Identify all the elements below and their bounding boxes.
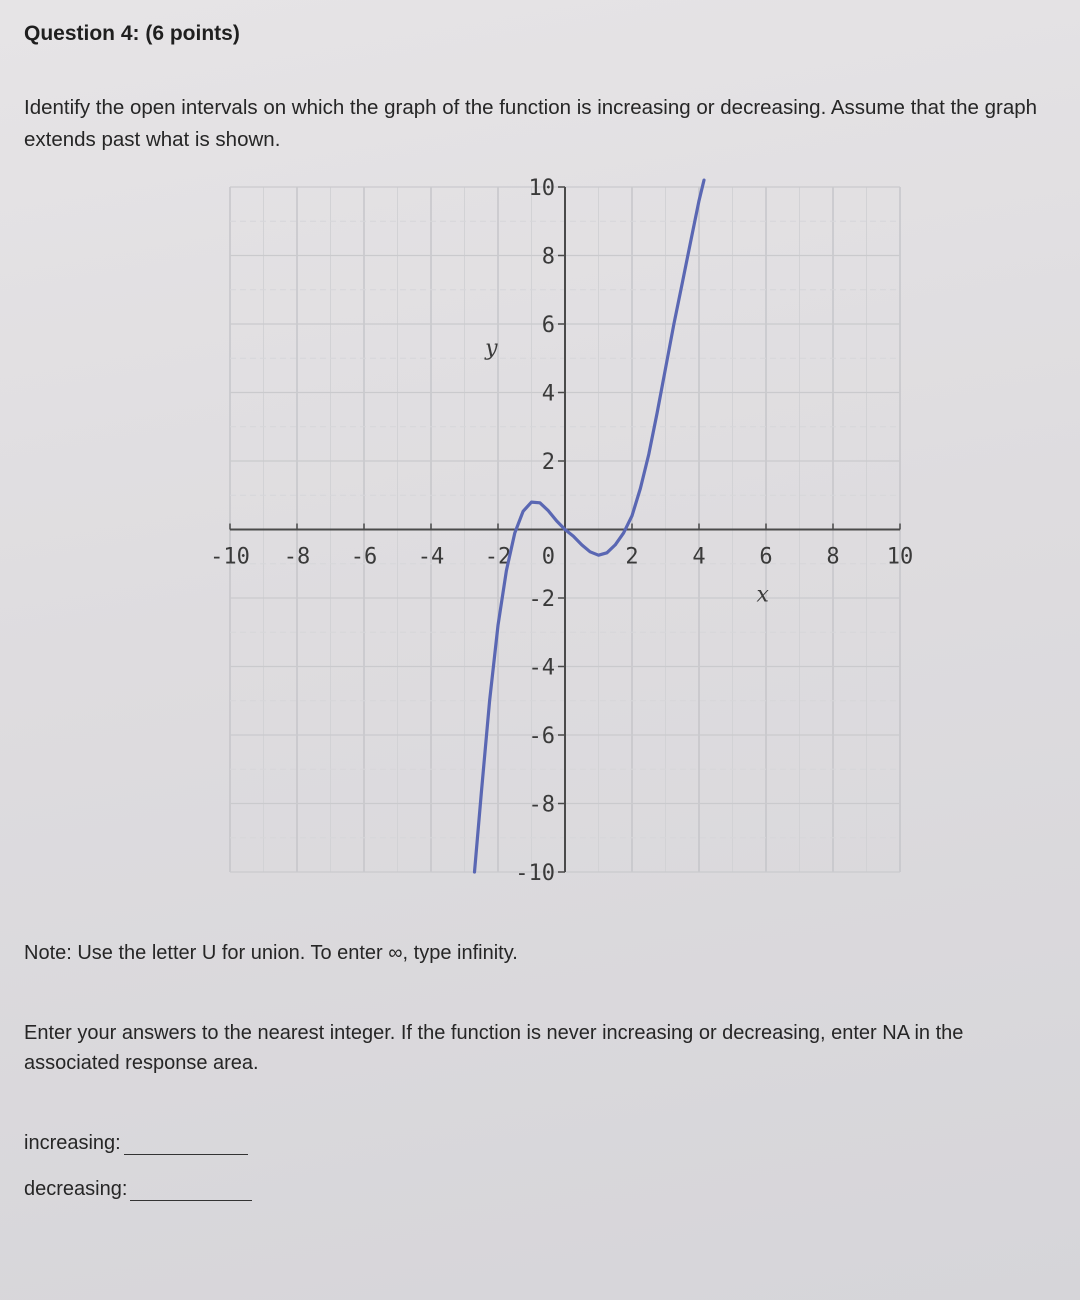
y-tick-label: -8 — [528, 792, 555, 818]
y-tick-label: -6 — [528, 724, 555, 749]
x-axis-label: x — [756, 582, 769, 608]
function-curve-path — [475, 180, 705, 872]
x-tick-label: -8 — [283, 544, 311, 570]
x-tick-label: -4 — [417, 544, 445, 570]
y-axis-label: y — [485, 335, 498, 361]
increasing-label: increasing: — [24, 1132, 121, 1154]
question-title: Question 4: (6 points) — [24, 22, 240, 45]
y-tick-label: 10 — [528, 176, 555, 201]
y-tick-label: -2 — [528, 587, 555, 612]
question-prompt: Identify the open intervals on which the graph of the function is increasing or decreasing. Assume that the graph extends past what is shown. — [24, 96, 1038, 151]
tick-labels — [210, 176, 913, 886]
instructions-text: Enter your answers to the nearest integer. If the function is never increasing or decreasing, enter NA in the associated response area. — [24, 1022, 964, 1074]
decreasing-input[interactable] — [130, 1178, 252, 1201]
x-tick-label: 8 — [826, 544, 840, 570]
x-tick-label: -2 — [484, 544, 512, 570]
x-tick-label: 6 — [759, 544, 773, 570]
x-tick-label: 2 — [625, 544, 639, 570]
x-tick-label: -6 — [350, 544, 378, 570]
x-tick-label: 10 — [886, 544, 914, 570]
function-curve — [475, 180, 705, 872]
origin-label: 0 — [541, 544, 555, 570]
x-tick-label: 4 — [692, 544, 706, 570]
decreasing-label: decreasing: — [24, 1178, 128, 1200]
y-tick-label: 4 — [541, 381, 555, 407]
function-graph — [190, 172, 930, 892]
x-tick-label: -10 — [210, 544, 250, 570]
increasing-input[interactable] — [124, 1132, 248, 1155]
graph-svg — [190, 172, 930, 892]
decreasing-row — [24, 1178, 252, 1201]
y-tick-label: 8 — [541, 244, 555, 270]
increasing-row — [24, 1132, 248, 1155]
y-tick-label: -4 — [528, 655, 555, 681]
note-text: Note: Use the letter U for union. To enter ∞, type infinity. — [24, 942, 518, 964]
y-tick-label: -10 — [515, 861, 555, 886]
y-tick-label: 2 — [541, 450, 555, 475]
y-tick-label: 6 — [541, 313, 555, 338]
